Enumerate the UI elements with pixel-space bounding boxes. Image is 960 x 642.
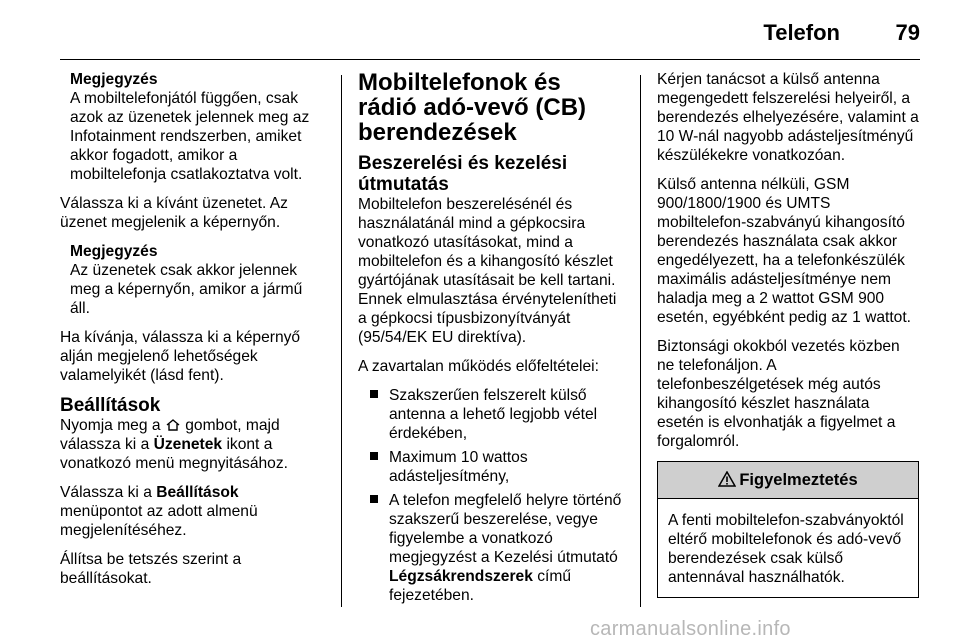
text: ikont a vonatkozó menü megnyitásához. <box>60 436 288 472</box>
paragraph: Mobiltelefon beszerelésénél és használatánál mind a gépkocsira vonatkozó utasításokat, mind a mobiltelefon és a kihangosító készlet gyártójának utasításait be kell tartani. Ennek elmulasztása érvénytelenítheti a gépkocsi típusbizonyítványát (95/54/EK EU direktíva). <box>358 196 617 346</box>
note-text: A mobiltelefonjától függően, csak azok az üzenetek jelennek meg az Infotainment rendszerben, amiket akkor fogadott, amikor a mobiltelefonja csatlakoztatva volt. <box>70 90 310 183</box>
warning-text: A fenti mobiltelefon-szabványoktól eltérő mobiltelefonok és adó-vevő berendezések csak külső antennával használhatók. <box>668 512 904 586</box>
note-title: Megjegyzés <box>70 71 158 88</box>
column-1 <box>60 70 324 598</box>
paragraph: Külső antenna nélküli, GSM 900/1800/1900 és UMTS mobiltelefon-szabványú kihangosító berendezés használata csak akkor engedélyezett, ha a telefonkészülék maximális adásteljesítménye nem haladja meg a 2 wattot GSM 900 esetén, egyébként pedig az 1 wattot. <box>657 176 912 326</box>
column-divider <box>640 75 641 607</box>
list-item: Maximum 10 wattos adásteljesítmény, <box>358 448 622 486</box>
list-item: A telefon megfelelő helyre történő szakszerű beszerelése, vegye figyelembe a vonatkozó megjegyzést a Kezelési útmutató Légzsákrendszerek című fejezetében. <box>358 491 622 605</box>
warning-header <box>658 462 918 499</box>
bullet-icon <box>370 452 378 460</box>
paragraph: Ha kívánja, válassza ki a képernyő alján megjelenő lehetőségek valamelyikét (lásd fent). <box>60 329 301 384</box>
warning-triangle-icon <box>718 471 736 487</box>
page-number: 79 <box>895 20 920 45</box>
section-heading: Mobiltelefonok és rádió adó-vevő (CB) berendezések <box>358 69 587 146</box>
text: menüpontot az adott almenü megjelenítéséhez. <box>60 503 258 539</box>
paragraph: Kérjen tanácsot a külső antenna megengedett felszerelési helyeiről, a berendezés elhelyezésére, valamint a 10 W-nál nagyobb adásteljesítményű készülékekre vonatkozóan. <box>657 71 919 164</box>
paragraph <box>60 416 324 473</box>
page-title: Telefon <box>763 20 840 45</box>
text: Válassza ki a <box>60 484 152 501</box>
paragraph: A zavartalan működés előfeltételei: <box>358 358 599 375</box>
watermark: carmanualsonline.info <box>590 618 791 640</box>
reference-term: Légzsákrendszerek <box>389 568 533 585</box>
text: Nyomja meg a <box>60 417 161 434</box>
bullet-icon <box>370 495 378 503</box>
list-item: Szakszerűen felszerelt külső antenna a lehető legjobb vétel érdekében, <box>358 386 622 443</box>
note-box <box>60 70 324 184</box>
paragraph: Állítsa be tetszés szerint a beállításokat. <box>60 551 242 587</box>
text: gombot, majd válassza ki a <box>60 417 280 453</box>
bullet-icon <box>370 390 378 398</box>
note-box <box>60 242 324 318</box>
page-header <box>520 14 920 48</box>
section-heading-settings: Beállítások <box>60 395 161 416</box>
column-3 <box>657 70 919 598</box>
column-divider <box>341 75 342 607</box>
paragraph: Válassza ki a kívánt üzenetet. Az üzenet megjelenik a képernyőn. <box>60 195 288 231</box>
bullet-list <box>358 386 622 605</box>
warning-box <box>657 461 919 598</box>
sub-heading: Beszerelési és kezelési útmutatás <box>358 153 568 195</box>
column-2 <box>358 70 622 613</box>
menu-term: Beállítások <box>156 484 239 501</box>
warning-title: Figyelmeztetés <box>739 471 858 489</box>
home-icon <box>165 418 181 432</box>
paragraph: Biztonsági okokból vezetés közben ne telefonáljon. A telefonbeszélgetések még autós kihangosító készlet használata esetén is elvonhatják a figyelmet a forgalomról. <box>657 338 900 450</box>
menu-term: Üzenetek <box>153 436 223 453</box>
note-title: Megjegyzés <box>70 243 158 260</box>
paragraph <box>60 483 324 540</box>
header-rule <box>60 59 920 60</box>
note-text: Az üzenetek csak akkor jelennek meg a képernyőn, amikor a jármű áll. <box>70 262 303 317</box>
